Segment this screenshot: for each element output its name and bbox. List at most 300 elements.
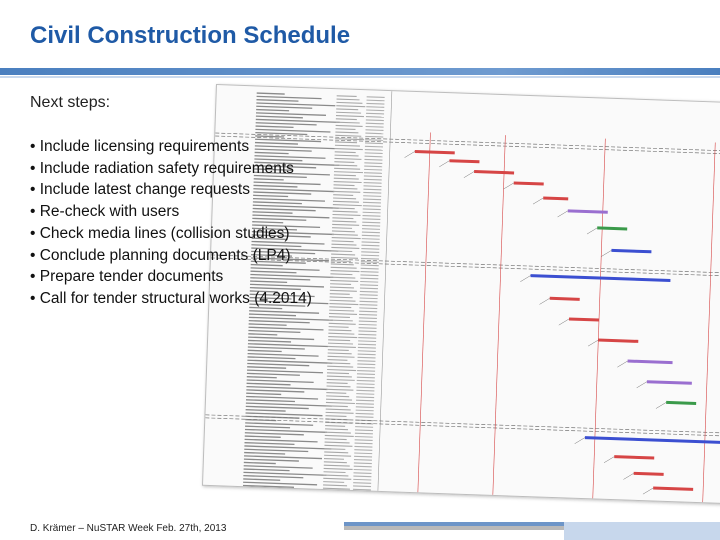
task-row-date [324,468,353,470]
task-row-date [333,201,359,203]
bullet-list [30,136,312,310]
task-row-text [246,393,281,396]
task-row-date [355,433,373,435]
task-row-date [330,287,354,289]
task-row-text [248,336,314,340]
gantt-bar [628,360,673,365]
task-row-date [360,288,378,290]
task-row-date [361,264,379,266]
gantt-bar [474,170,514,174]
task-row-date [359,324,377,326]
task-row-date [334,171,363,173]
task-row-text [255,129,330,133]
task-row-date [330,296,353,298]
task-row-date [325,415,346,417]
task-row-date [356,390,374,392]
task-row-date [325,438,347,440]
gantt-link [623,473,633,480]
task-row-date [332,237,361,239]
task-row-date [327,385,351,387]
task-row-date [357,370,375,372]
task-row-date [366,123,384,125]
task-row-date [356,393,374,395]
task-row-date [328,349,349,351]
task-row-date [360,294,378,296]
task-row-date [324,451,348,453]
bullet-item: • Include radiation safety requirements [30,158,312,180]
gantt-link [559,319,569,326]
task-row-text [257,92,285,94]
task-row-date [332,234,358,236]
task-row-date [331,270,360,272]
task-row-date [329,306,351,308]
task-row-date [353,489,371,491]
task-row-date [366,106,384,108]
task-row-date [331,263,354,265]
task-row-date [334,158,361,160]
gantt-link [604,456,614,463]
task-row-text [244,462,276,464]
task-row-text [243,482,317,486]
gantt-bar [449,159,479,163]
task-row-text [246,412,323,416]
task-row-text [246,409,286,412]
gantt-bar [415,150,455,154]
task-row-date [353,482,371,484]
task-row-date [354,446,372,448]
gantt-link [558,211,568,218]
task-row-text [248,346,305,349]
task-row-date [331,247,359,249]
task-row-date [356,400,374,402]
task-row-date [323,474,348,476]
task-row-date [325,435,354,437]
task-row-date [356,386,374,388]
task-row-text [245,432,304,435]
task-row-date [361,251,379,253]
task-row-date [356,413,374,415]
task-row-date [337,95,357,97]
task-row-date [357,363,375,365]
task-row-date [331,250,352,252]
task-row-date [364,185,382,187]
task-row-date [335,151,356,153]
task-row-date [364,162,382,164]
task-row-date [363,189,381,191]
task-row-date [333,207,355,209]
task-row-date [325,425,345,427]
task-row-date [366,109,384,111]
task-row-date [324,448,345,450]
gantt-bar [614,455,654,459]
task-row-text [243,475,303,478]
bullet-item: • Call for tender structural works (4.2014) [30,288,312,310]
task-row-date [326,405,348,407]
task-row-date [363,195,381,197]
task-row-date [335,145,360,147]
task-row-date [365,136,383,138]
task-row-text [256,106,312,109]
task-row-date [358,357,376,359]
gantt-link [643,488,653,495]
task-row-date [358,337,376,339]
task-row-text [245,429,327,433]
task-row-date [365,149,383,151]
task-row-text [244,442,294,445]
task-row-text [256,112,326,116]
task-row-text [247,373,300,376]
task-row-date [329,323,356,325]
task-row-date [323,478,351,480]
task-row-date [331,260,351,262]
task-row-date [365,139,383,141]
task-row-text [248,350,282,352]
task-row-text [249,310,319,314]
task-row-date [326,409,351,411]
task-row-date [361,271,379,273]
task-row-date [331,244,356,246]
task-row-text [244,452,285,455]
task-row-date [364,182,382,184]
task-row-date [327,379,355,381]
task-row-text [256,116,303,119]
task-row-date [326,395,349,397]
task-row-date [355,439,373,441]
task-row-date [335,155,359,157]
task-row-date [361,248,379,250]
gantt-link [601,250,611,257]
task-row-date [362,225,380,227]
task-row-text [255,132,307,135]
task-row-text [244,465,313,469]
task-row-date [332,227,352,229]
task-row-date [332,214,360,216]
task-row-date [359,304,377,306]
task-row-date [331,254,355,256]
task-row-date [336,125,363,127]
task-row-date [356,396,374,398]
task-row-text [246,396,318,400]
task-row-date [359,321,377,323]
task-row-date [324,455,351,457]
task-row-date [355,416,373,418]
task-row-date [337,99,360,101]
task-row-date [353,479,371,481]
task-row-date [332,221,356,223]
bullet-item: • Include latest change requests [30,179,312,201]
task-row-date [336,122,360,124]
task-row-date [357,383,375,385]
task-row-text [246,406,309,409]
task-row-date [361,261,379,263]
task-row-date [327,359,347,361]
task-row-date [327,366,353,368]
task-row-date [329,313,357,315]
task-row-date [334,181,362,183]
slide-title: Civil Construction Schedule [30,22,351,49]
task-row-date [357,367,375,369]
task-row-date [327,372,349,374]
task-row-date [326,389,353,391]
task-row-date [327,362,350,364]
task-row-date [333,194,353,196]
task-row-date [360,278,378,280]
task-row-date [324,461,347,463]
task-row-text [256,102,335,106]
task-row-text [256,109,289,111]
task-row-date [336,108,358,110]
task-row-date [324,471,346,473]
task-row-date [359,307,377,309]
gantt-bar [647,380,692,385]
task-row-date [363,208,381,210]
task-row-date [364,179,382,181]
task-row-date [334,168,360,170]
task-row-date [357,380,375,382]
task-row-date [336,118,357,120]
task-row-text [249,320,310,323]
title-underline-thin [0,76,720,78]
task-row-date [361,258,379,260]
task-row-date [334,174,356,176]
task-row-date [329,310,354,312]
milestone-line [703,142,716,502]
gantt-bar [666,401,696,405]
task-row-date [353,472,371,474]
task-row-date [323,481,344,483]
gantt-link [405,151,415,158]
gantt-bar [653,487,693,491]
task-row-date [362,228,380,230]
task-row-text [244,445,331,449]
task-row-date [330,290,357,292]
gantt-bar [543,196,568,200]
gantt-link [587,228,597,235]
task-row-date [326,392,346,394]
gantt-link [464,171,474,178]
task-row-text [246,389,304,392]
task-row-date [336,112,361,114]
task-row-date [361,268,379,270]
task-row-date [358,347,376,349]
task-row-text [247,366,286,369]
task-row-date [326,399,352,401]
task-row-text [257,96,322,100]
gantt-bar [550,297,580,301]
task-row-date [360,284,378,286]
task-row-text [247,360,332,364]
task-row-date [358,350,376,352]
task-row-date [325,432,351,434]
task-row-date [329,326,349,328]
task-row-date [335,131,358,133]
task-row-date [336,105,365,107]
task-row-date [364,166,382,168]
task-row-text [247,363,309,366]
task-row-date [335,138,364,140]
task-row-date [330,283,351,285]
task-row-date [361,245,379,247]
task-row-date [324,458,344,460]
task-row-date [363,199,381,201]
task-row-date [335,141,357,143]
task-row-date [359,301,377,303]
task-row-text [249,327,324,331]
task-row-date [329,319,353,321]
task-row-date [330,273,352,275]
task-row-date [363,205,381,207]
task-row-date [332,240,354,242]
gantt-bar [585,436,720,444]
task-row-text [244,459,299,462]
gantt-link [533,198,543,205]
task-row-date [333,211,358,213]
task-row-date [362,218,380,220]
task-row-date [366,126,384,128]
task-row-date [361,255,379,257]
task-row-date [359,311,377,313]
task-row-text [244,468,290,471]
task-row-date [353,476,371,478]
gantt-link [656,402,666,409]
footer-accent-grey [344,526,564,530]
task-row-date [354,469,372,471]
task-row-date [356,406,374,408]
task-row-date [357,377,375,379]
task-row-date [358,354,376,356]
task-row-text [245,435,281,438]
task-row-text [247,369,323,373]
task-row-date [353,485,371,487]
task-row-date [329,303,358,305]
gantt-bar [597,226,627,230]
task-row-date [326,402,355,404]
task-row-date [365,152,383,154]
bullet-item: • Prepare tender documents [30,266,312,288]
task-row-date [366,116,384,118]
task-row-date [365,156,383,158]
task-row-date [327,382,348,384]
task-row-date [354,456,372,458]
task-row-date [360,297,378,299]
task-row-date [359,317,377,319]
task-row-date [328,339,350,341]
task-row-text [247,376,277,378]
task-row-text [249,313,296,316]
task-row-text [256,122,317,125]
gantt-link [588,340,598,347]
task-row-date [366,103,384,105]
task-row-date [327,376,352,378]
task-row-date [335,128,355,130]
task-row-text [244,455,322,459]
task-row-date [364,169,382,171]
slide-footer: D. Krämer – NuSTAR Week Feb. 27th, 2013 [30,523,227,534]
task-row-date [328,346,356,348]
task-row-date [364,159,382,161]
task-row-date [332,217,353,219]
task-row-date [358,344,376,346]
task-row-date [327,369,356,371]
task-row-date [360,274,378,276]
task-row-text [256,119,340,123]
task-row-date [324,445,352,447]
task-row-text [243,485,294,488]
task-row-date [363,192,381,194]
task-row-text [248,333,277,335]
task-row-date [334,164,357,166]
task-row-date [335,135,361,137]
bullet-item: • Check media lines (collision studies) [30,223,312,245]
task-row-date [365,129,383,131]
task-row-date [354,452,372,454]
gantt-bar [598,338,638,342]
gantt-link [504,183,514,190]
task-row-date [354,466,372,468]
task-row-text [249,317,333,321]
task-row-text [243,478,280,481]
task-row-date [363,202,381,204]
task-row-date [356,410,374,412]
task-row-date [328,336,357,338]
task-row-date [366,119,384,121]
task-row-date [362,215,380,217]
task-row-text [247,383,291,386]
task-row-text [246,386,327,390]
gantt-bar [611,249,651,253]
task-row-date [365,146,383,148]
task-row-text [245,422,313,426]
task-row-text [248,330,300,333]
task-row-date [326,412,354,414]
task-row-text [256,125,294,128]
gantt-link [617,361,627,368]
task-row-date [336,115,364,117]
task-row-text [245,426,290,429]
task-row-date [330,293,350,295]
footer-accent-lightblue [564,522,720,540]
task-row-date [323,484,347,486]
task-row-text [244,449,308,453]
task-row-text [247,356,295,359]
task-row-date [328,329,351,331]
task-row-date [325,442,350,444]
task-row-date [332,230,355,232]
bullet-item: • Include licensing requirements [30,136,312,158]
bullet-item: • Re-check with users [30,201,312,223]
task-row-date [362,235,380,237]
task-row-date [331,267,357,269]
task-row-date [333,197,356,199]
task-row-date [354,462,372,464]
task-row-date [356,403,374,405]
task-row-date [355,429,373,431]
task-row-date [331,257,358,259]
gantt-bar [568,209,608,213]
task-row-date [362,222,380,224]
task-row-date [334,184,355,186]
task-row-text [249,323,287,326]
task-row-date [354,449,372,451]
task-row-text [243,472,326,476]
task-row-date [335,148,363,150]
task-row-date [360,291,378,293]
next-steps-heading: Next steps: [30,94,111,111]
task-row-date [328,333,354,335]
task-row-text [248,353,319,357]
task-row-date [324,465,350,467]
task-row-date [354,459,372,461]
